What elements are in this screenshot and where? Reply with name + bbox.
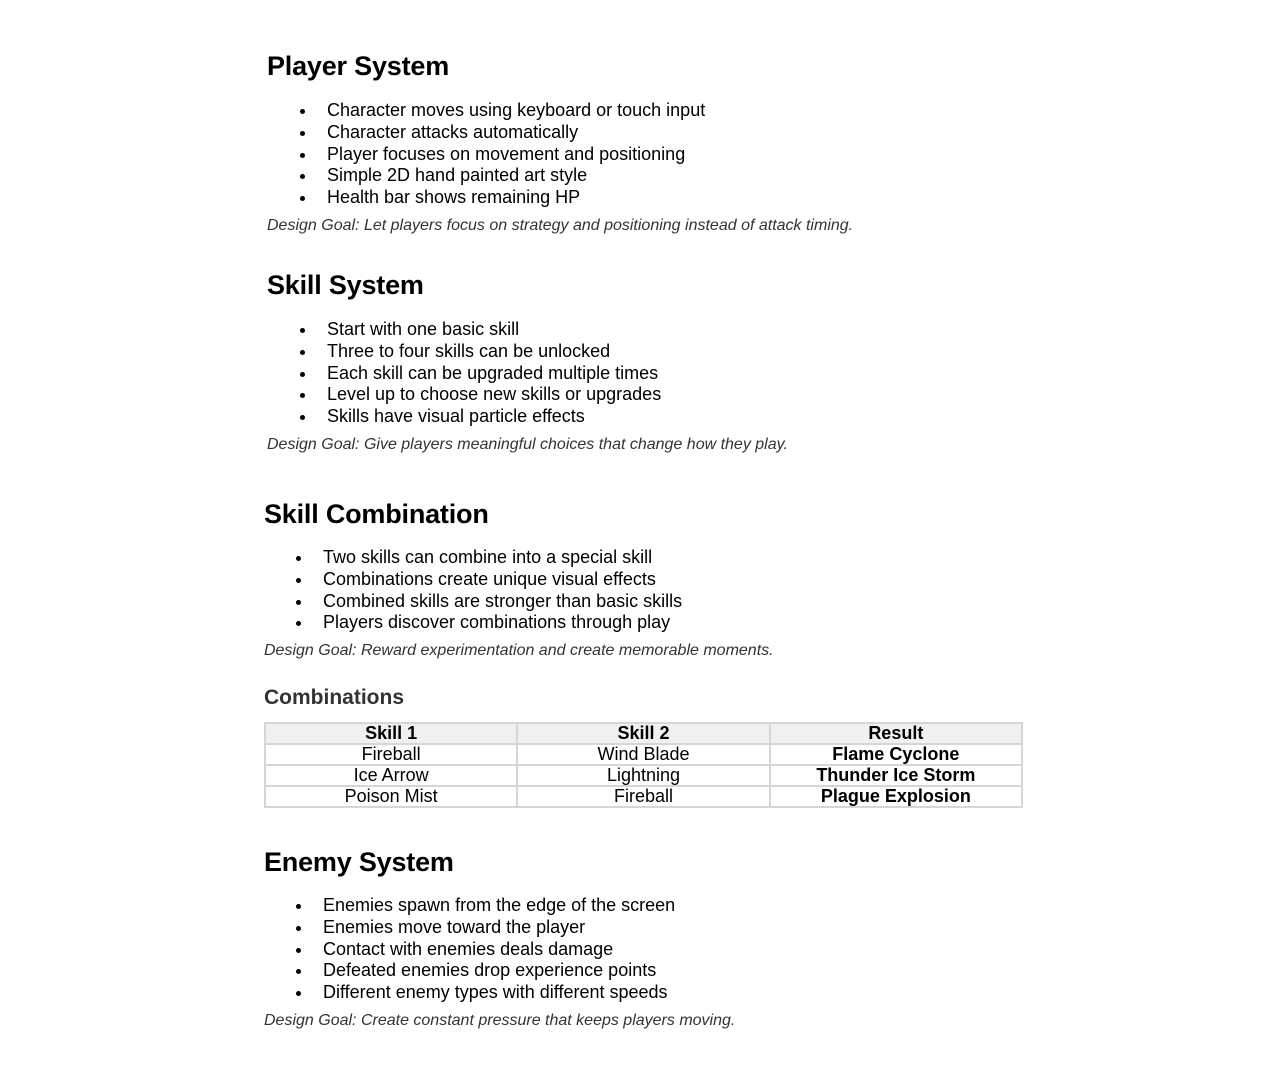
list-item: Character attacks automatically bbox=[267, 122, 1280, 144]
list-item: Players discover combinations through play bbox=[263, 612, 1280, 634]
list-item: Character moves using keyboard or touch input bbox=[267, 100, 1280, 122]
list-item: Skills have visual particle effects bbox=[267, 406, 1280, 428]
cell-skill-2: Fireball bbox=[517, 786, 769, 807]
enemy-system-section bbox=[0, 846, 1280, 1031]
bullet-icon bbox=[300, 153, 305, 158]
header-result: Result bbox=[770, 723, 1022, 744]
player-system-design-goal: Design Goal: Let players focus on strategy and positioning instead of attack timing. bbox=[267, 216, 854, 234]
cell-result: Flame Cyclone bbox=[770, 744, 1022, 765]
list-item: Contact with enemies deals damage bbox=[263, 939, 1280, 961]
list-item: Enemies spawn from the edge of the screen bbox=[263, 895, 1280, 917]
skill-system-title: Skill System bbox=[267, 270, 424, 300]
enemy-system-list bbox=[263, 895, 1280, 1004]
bullet-icon bbox=[296, 621, 301, 626]
enemy-system-title: Enemy System bbox=[264, 847, 454, 877]
table-row bbox=[265, 765, 1022, 786]
bullet-icon bbox=[296, 926, 301, 931]
bullet-icon bbox=[300, 415, 305, 420]
skill-combination-section bbox=[0, 498, 1280, 661]
list-item: Combined skills are stronger than basic skills bbox=[263, 591, 1280, 613]
bullet-icon bbox=[300, 393, 305, 398]
bullet-icon bbox=[300, 131, 305, 136]
cell-skill-1: Fireball bbox=[265, 744, 517, 765]
header-skill-1: Skill 1 bbox=[265, 723, 517, 744]
combinations-title: Combinations bbox=[264, 686, 404, 709]
table-header-row bbox=[265, 723, 1022, 744]
list-item: Level up to choose new skills or upgrades bbox=[267, 384, 1280, 406]
list-item: Two skills can combine into a special skill bbox=[263, 547, 1280, 569]
list-item: Each skill can be upgraded multiple times bbox=[267, 363, 1280, 385]
enemy-system-design-goal: Design Goal: Create constant pressure that keeps players moving. bbox=[264, 1011, 736, 1029]
list-item: Health bar shows remaining HP bbox=[267, 187, 1280, 209]
cell-skill-1: Ice Arrow bbox=[265, 765, 517, 786]
list-item: Enemies move toward the player bbox=[263, 917, 1280, 939]
bullet-icon bbox=[296, 904, 301, 909]
cell-skill-2: Wind Blade bbox=[517, 744, 769, 765]
bullet-icon bbox=[300, 372, 305, 377]
cell-skill-2: Lightning bbox=[517, 765, 769, 786]
bullet-icon bbox=[300, 328, 305, 333]
table-row bbox=[265, 786, 1022, 807]
skill-system-design-goal: Design Goal: Give players meaningful choices that change how they play. bbox=[267, 435, 788, 453]
player-system-title: Player System bbox=[267, 51, 450, 81]
list-item: Combinations create unique visual effects bbox=[263, 569, 1280, 591]
list-item: Three to four skills can be unlocked bbox=[267, 341, 1280, 363]
bullet-icon bbox=[300, 174, 305, 179]
skill-combination-design-goal: Design Goal: Reward experimentation and create memorable moments. bbox=[264, 642, 774, 660]
bullet-icon bbox=[300, 196, 305, 201]
bullet-icon bbox=[300, 350, 305, 355]
cell-skill-1: Poison Mist bbox=[265, 786, 517, 807]
cell-result: Thunder Ice Storm bbox=[770, 765, 1022, 786]
skill-system-section bbox=[0, 269, 1280, 455]
list-item: Defeated enemies drop experience points bbox=[263, 960, 1280, 982]
list-item: Simple 2D hand painted art style bbox=[267, 165, 1280, 187]
bullet-icon bbox=[296, 600, 301, 605]
player-system-section bbox=[0, 50, 1280, 236]
bullet-icon bbox=[296, 578, 301, 583]
header-skill-2: Skill 2 bbox=[517, 723, 769, 744]
bullet-icon bbox=[296, 556, 301, 561]
combinations-table bbox=[264, 722, 1023, 808]
list-item: Start with one basic skill bbox=[267, 319, 1280, 341]
bullet-icon bbox=[300, 109, 305, 114]
bullet-icon bbox=[296, 969, 301, 974]
bullet-icon bbox=[296, 991, 301, 996]
skill-combination-title: Skill Combination bbox=[264, 499, 489, 529]
cell-result: Plague Explosion bbox=[770, 786, 1022, 807]
skill-system-list bbox=[267, 319, 1280, 428]
list-item: Player focuses on movement and positioning bbox=[267, 144, 1280, 166]
list-item: Different enemy types with different speeds bbox=[263, 982, 1280, 1004]
bullet-icon bbox=[296, 948, 301, 953]
player-system-list bbox=[267, 100, 1280, 209]
table-row bbox=[265, 744, 1022, 765]
combinations-section bbox=[0, 685, 1280, 808]
skill-combination-list bbox=[263, 547, 1280, 634]
